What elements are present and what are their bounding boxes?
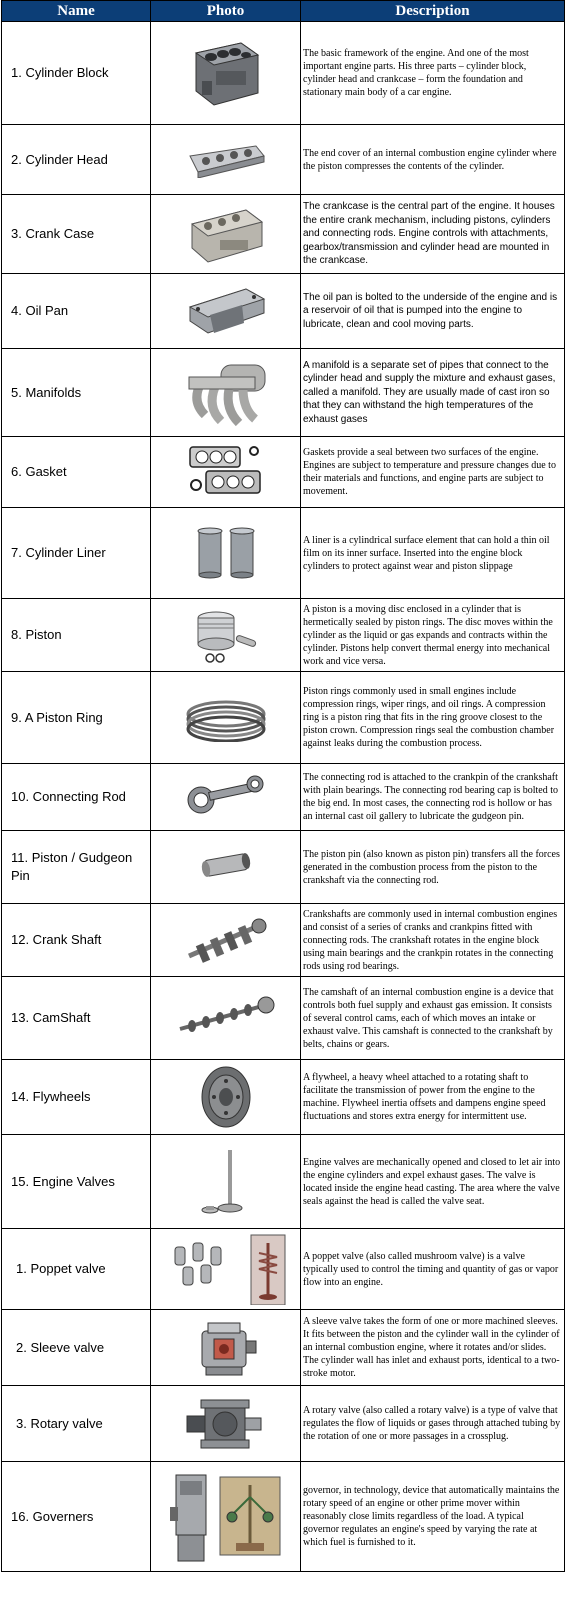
- part-name: 13. CamShaft: [2, 977, 151, 1060]
- table-row: [2, 1462, 565, 1572]
- gasket-icon: [186, 441, 266, 503]
- part-description: A sleeve valve takes the form of one or more machined sleeves. It fits between the piston and the cylinder wall in the cylinder of an internal combustion engine, where it rotates and/or slides. The cylinder wall has inlet and exhaust ports, identical to a two-stroke motor.: [301, 1310, 565, 1386]
- table-row: [2, 274, 565, 349]
- part-name: 4. Oil Pan: [2, 274, 151, 349]
- oil-pan-icon: [184, 281, 268, 341]
- part-description: The oil pan is bolted to the underside of the engine and is a reservoir of oil that is pumped into the engine to lubricate, clean and cool moving parts.: [301, 274, 565, 349]
- table-row: [2, 437, 565, 508]
- cylinder-block-icon: [186, 33, 266, 113]
- table-row: [2, 1135, 565, 1229]
- engine-parts-table: [1, 0, 565, 1572]
- table-row: [2, 125, 565, 195]
- governor-icon: [166, 1467, 286, 1567]
- part-photo: [151, 599, 301, 672]
- header-row: [2, 1, 565, 22]
- part-photo: [151, 508, 301, 599]
- manifold-icon: [181, 355, 271, 431]
- table-row: [2, 508, 565, 599]
- part-name: 9. A Piston Ring: [2, 672, 151, 764]
- table-row: [2, 1229, 565, 1310]
- part-photo: [151, 195, 301, 274]
- part-photo: [151, 977, 301, 1060]
- camshaft-icon: [176, 993, 276, 1043]
- flywheel-icon: [196, 1065, 256, 1129]
- part-photo: [151, 274, 301, 349]
- part-photo: [151, 349, 301, 437]
- part-name: 14. Flywheels: [2, 1060, 151, 1135]
- part-description: The camshaft of an internal combustion engine is a device that controls both fuel supply and exhaust gas emission. It consists of several control cams, each of which moves an intake or exhaust valve. This camshaft is connected to the crankshaft by belts, chains or gears.: [301, 977, 565, 1060]
- crank-case-icon: [186, 202, 266, 266]
- piston-ring-icon: [184, 694, 268, 742]
- part-description: Engine valves are mechanically opened and closed to let air into the engine cylinders and expel exhaust gases. The valve is located inside the engine head casting. The area where the valve seals against the head is called the valve seat.: [301, 1135, 565, 1229]
- part-name: 11. Piston / Gudgeon Pin: [2, 831, 151, 904]
- part-description: The connecting rod is attached to the crankpin of the crankshaft with plain bearings. The connecting rod bearing cap is bolted to the big end. In most cases, the connecting rod is hollow or has an internal cast oil gallery to lubricate the gudgeon pin.: [301, 764, 565, 831]
- part-name: 5. Manifolds: [2, 349, 151, 437]
- table-row: [2, 599, 565, 672]
- table-row: [2, 195, 565, 274]
- connecting-rod-icon: [183, 772, 269, 822]
- part-description: Piston rings commonly used in small engines include compression rings, wiper rings, and oil rings. A compression ring is a piston ring that fits in the ring groove closest to the piston crown. Compression rings seal the combustion chamber against leaks during the combustion process.: [301, 672, 565, 764]
- part-name: 1. Poppet valve: [2, 1229, 151, 1310]
- table-row: [2, 764, 565, 831]
- table-row: [2, 672, 565, 764]
- part-photo: [151, 1310, 301, 1386]
- table-row: [2, 977, 565, 1060]
- header-description: Description: [301, 1, 565, 22]
- table-row: [2, 1060, 565, 1135]
- rotary-valve-icon: [183, 1394, 269, 1454]
- part-description: A liner is a cylindrical surface element that can hold a thin oil film on its inner surface. Inserted into the engine block cylinders to protect against wear and piston slippage: [301, 508, 565, 599]
- sleeve-valve-icon: [186, 1315, 266, 1381]
- part-name: 1. Cylinder Block: [2, 22, 151, 125]
- part-description: Crankshafts are commonly used in internal combustion engines and consist of a series of cranks and crankpins fitted with connecting rods. The crankshaft rotates in the engine block using main bearings and the crankpin rotates in the connecting rods using rod bearings.: [301, 904, 565, 977]
- part-photo: [151, 1135, 301, 1229]
- part-description: A manifold is a separate set of pipes that connect to the cylinder head and supply the mixture and exhaust gases, called a manifold. They are usually made of cast iron so that they can withstand the high temperatures of the exhaust gases: [301, 349, 565, 437]
- part-photo: [151, 437, 301, 508]
- table-row: [2, 1386, 565, 1462]
- table-row: [2, 349, 565, 437]
- engine-valve-icon: [196, 1144, 256, 1220]
- part-name: 7. Cylinder Liner: [2, 508, 151, 599]
- part-photo: [151, 22, 301, 125]
- part-photo: [151, 904, 301, 977]
- part-photo: [151, 1386, 301, 1462]
- part-photo: [151, 831, 301, 904]
- cylinder-liner-icon: [191, 525, 261, 581]
- part-description: The end cover of an internal combustion engine cylinder where the piston compresses the contents of the cylinder.: [301, 125, 565, 195]
- header-name: Name: [2, 1, 151, 22]
- part-name: 3. Crank Case: [2, 195, 151, 274]
- part-photo: [151, 1229, 301, 1310]
- crankshaft-icon: [183, 910, 269, 970]
- part-photo: [151, 672, 301, 764]
- part-name: 3. Rotary valve: [2, 1386, 151, 1462]
- piston-icon: [186, 604, 266, 666]
- part-description: The crankcase is the central part of the engine. It houses the entire crank mechanism, including pistons, cylinders and connecting rods. Engine controls with attachments, gearbox/transmission and cylinder head are mounted in the crankcase.: [301, 195, 565, 274]
- table-row: [2, 904, 565, 977]
- part-description: A flywheel, a heavy wheel attached to a rotating shaft to facilitate the transmission of power from the engine to the machine. Flywheel inertia offsets and dampens engine speed fluctuations and stores extra energy for intermittent use.: [301, 1060, 565, 1135]
- part-description: Gaskets provide a seal between two surfaces of the engine. Engines are subject to temperature and pressure changes due to their materials and functions, and engine parts are subject to movement.: [301, 437, 565, 508]
- header-photo: Photo: [151, 1, 301, 22]
- part-name: 15. Engine Valves: [2, 1135, 151, 1229]
- part-name: 2. Sleeve valve: [2, 1310, 151, 1386]
- poppet-valve-icon: [161, 1233, 291, 1305]
- part-name: 2. Cylinder Head: [2, 125, 151, 195]
- part-description: The basic framework of the engine. And one of the most important engine parts. His three parts – cylinder block, cylinder head and crankcase – form the foundation and stationary main body of a car engine.: [301, 22, 565, 125]
- part-name: 12. Crank Shaft: [2, 904, 151, 977]
- part-description: A poppet valve (also called mushroom valve) is a valve typically used to control the timing and quantity of gas or vapor flow into an engine.: [301, 1229, 565, 1310]
- part-photo: [151, 764, 301, 831]
- part-photo: [151, 1060, 301, 1135]
- part-photo: [151, 1462, 301, 1572]
- gudgeon-pin-icon: [196, 847, 256, 887]
- table-row: [2, 22, 565, 125]
- part-description: A piston is a moving disc enclosed in a cylinder that is hermetically sealed by piston rings. The disc moves within the cylinder as the liquid or gas expands and contracts within the cylinder. Pistons help convert thermal energy into mechanical work and vice versa.: [301, 599, 565, 672]
- cylinder-head-icon: [186, 142, 266, 178]
- part-photo: [151, 125, 301, 195]
- part-name: 8. Piston: [2, 599, 151, 672]
- part-description: governor, in technology, device that automatically maintains the rotary speed of an engine or other prime mover within reasonably close limits regardless of the load. A typical governor regulates an engine's speed by varying the rate at which fuel is furnished to it.: [301, 1462, 565, 1572]
- part-description: The piston pin (also known as piston pin) transfers all the forces generated in the combustion process from the piston to the crankshaft via the connecting rod.: [301, 831, 565, 904]
- part-name: 16. Governers: [2, 1462, 151, 1572]
- table-row: [2, 831, 565, 904]
- part-name: 6. Gasket: [2, 437, 151, 508]
- part-description: A rotary valve (also called a rotary valve) is a type of valve that regulates the flow of liquids or gases through attached tubing by the rotation of one or more passages in a crossplug.: [301, 1386, 565, 1462]
- table-row: [2, 1310, 565, 1386]
- part-name: 10. Connecting Rod: [2, 764, 151, 831]
